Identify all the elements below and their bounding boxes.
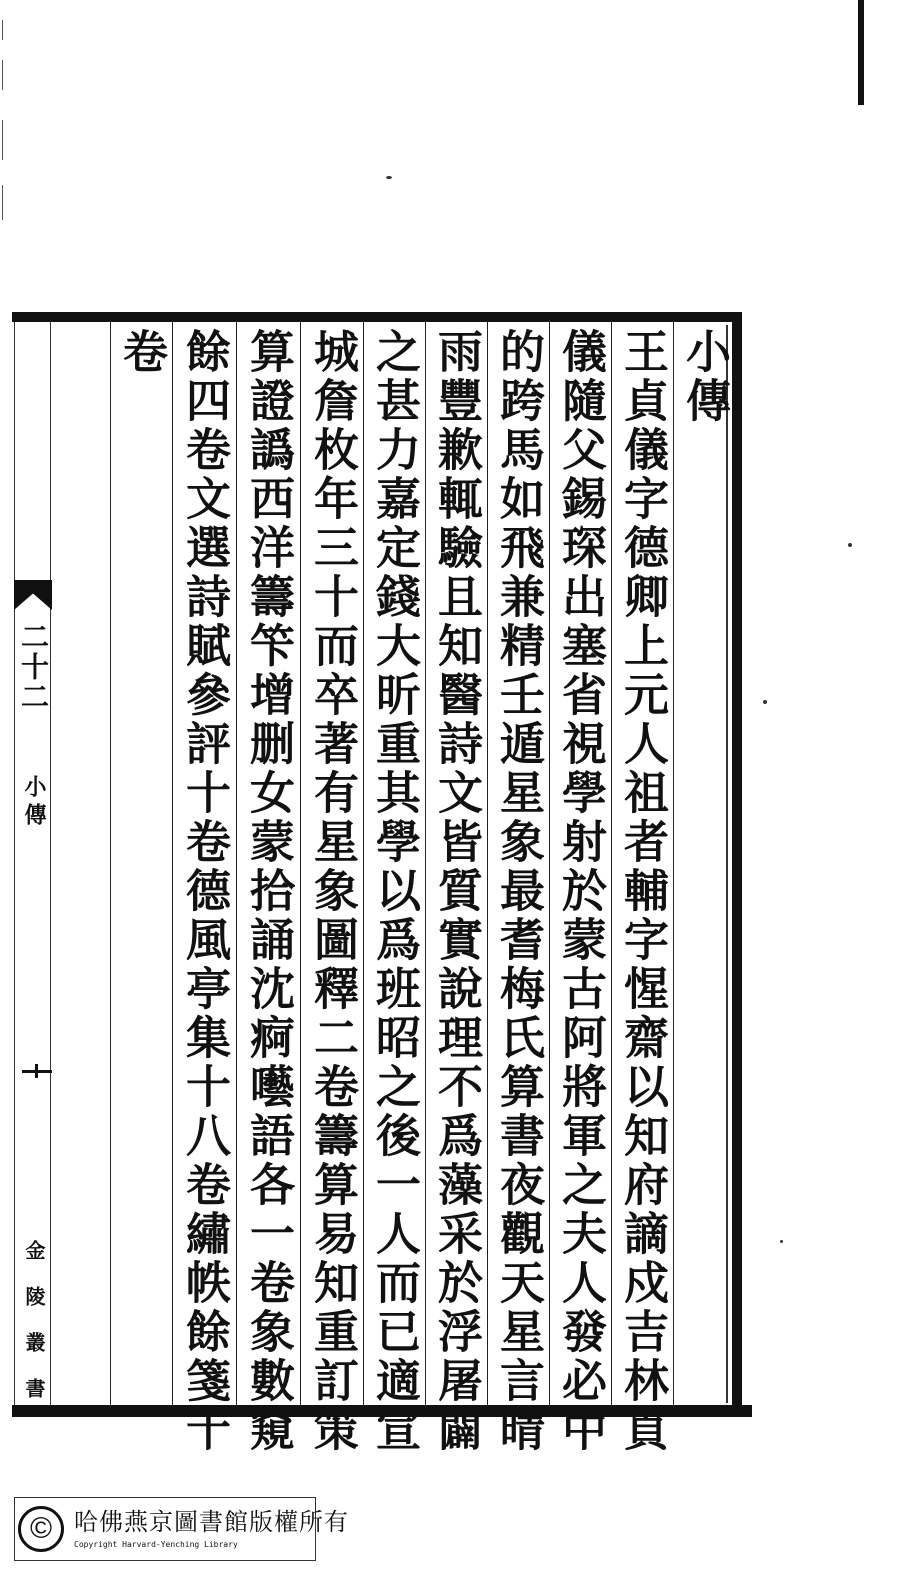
section-title: 小傳 <box>678 328 731 426</box>
margin-rule <box>14 322 15 1405</box>
column-rule <box>673 322 674 1405</box>
margin-divider-mark <box>35 1064 38 1078</box>
text-column-6: 城詹枚年三十而卒著有星象圖釋二卷籌算易知重訂策 <box>306 328 359 1455</box>
column-rule <box>425 322 426 1405</box>
column-rule <box>487 322 488 1405</box>
column-rule <box>172 322 173 1405</box>
text-column-3: 的跨馬如飛兼精壬遁星象最耆梅氏算書夜觀天星言晴 <box>492 328 545 1455</box>
margin-section-label: 小傳 <box>21 775 47 831</box>
stray-mark <box>2 120 3 160</box>
text-column-5: 之甚力嘉定錢大昕重其學以爲班昭之後一人而已適宣 <box>368 328 421 1455</box>
column-rule <box>236 322 237 1405</box>
text-column-7: 算證譌西洋籌笇增删女蒙拾誦沈痾囈語各一卷象數窺 <box>242 328 295 1455</box>
binding-edge <box>858 0 864 105</box>
column-rule <box>363 322 364 1405</box>
stray-mark <box>2 60 3 90</box>
ink-speck <box>763 700 767 704</box>
ink-speck <box>780 1240 783 1243</box>
page-number: 二十二 <box>17 622 50 712</box>
text-column-2: 儀隨父錫琛出塞省視學射於蒙古阿將軍之夫人發必中 <box>554 328 607 1455</box>
frame-top-border <box>12 312 740 322</box>
ink-speck <box>386 176 392 179</box>
text-column-4: 雨豐歉輒驗且知醫詩文皆質實說理不爲藻采於浮屠闢 <box>430 328 483 1455</box>
copyright-english: Copyright Harvard-Yenching Library <box>74 1540 238 1549</box>
stray-mark <box>2 20 3 40</box>
column-rule <box>611 322 612 1405</box>
column-rule <box>549 322 550 1405</box>
column-rule <box>110 322 111 1405</box>
stray-mark <box>2 185 3 220</box>
frame-inner-rule <box>726 325 728 1403</box>
copyright-icon: © <box>18 1506 64 1552</box>
text-column-8: 餘四卷文選詩賦參評十卷德風亭集十八卷繡帙餘箋十 <box>178 328 231 1455</box>
text-column-1: 王貞儀字德卿上元人祖者輔字惺齋以知府謫戍吉林貞 <box>616 328 669 1455</box>
copyright-chinese: 哈佛燕京圖書館版權所有 <box>74 1508 349 1536</box>
frame-right-border <box>732 312 742 1416</box>
ink-speck <box>848 543 852 547</box>
fish-tail-mark <box>14 580 52 610</box>
text-column-9: 卷 <box>115 328 168 377</box>
series-title: 金陵叢書 <box>22 1240 46 1424</box>
margin-rule <box>50 322 51 1405</box>
column-rule <box>300 322 301 1405</box>
